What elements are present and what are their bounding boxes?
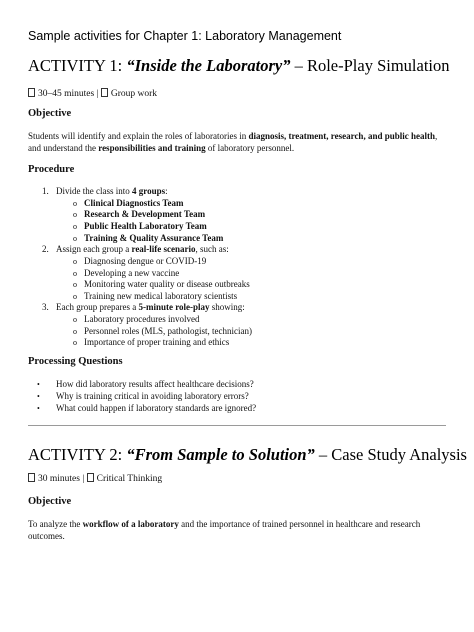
step-text-part: :: [165, 186, 168, 196]
step-text-part: Divide the class into: [56, 186, 132, 196]
missing-glyph-icon: [87, 473, 94, 482]
sub-item-text: Personnel roles (MLS, pathologist, technician): [84, 325, 252, 336]
step-text-part: Assign each group a: [56, 244, 132, 255]
objective-bold-part: responsibilities and training: [98, 143, 206, 153]
activity-1-meta: [28, 88, 157, 99]
sub-item-text: Public Health Laboratory Team: [84, 221, 207, 231]
sub-item-text: Training new medical laboratory scientists: [84, 290, 238, 301]
activity-2-objective-heading: Objective: [28, 496, 72, 507]
objective-text-part: Students will identify and explain the roles of laboratories in: [28, 131, 249, 141]
activity-1-title-italic: “Inside the Laboratory”: [126, 56, 291, 75]
missing-glyph-icon: [28, 88, 35, 97]
sub-item-text: Research & Development Team: [84, 209, 206, 220]
sub-bullet-icon: o: [73, 280, 77, 290]
objective-text-part: and the importance of trained personnel in healthcare and research outcomes.: [28, 519, 421, 541]
activity-1-procedure-heading: Procedure: [28, 164, 75, 175]
step-bold-part: 5-minute role-play: [138, 302, 210, 313]
step-text-part: , such as:: [195, 244, 229, 255]
question-text: How did laboratory results affect healthcare decisions?: [56, 379, 254, 389]
sub-item-text: Diagnosing dengue or COVID-19: [84, 256, 207, 266]
sub-bullet-icon: o: [73, 326, 77, 336]
objective-text-part: , and understand the: [28, 131, 438, 153]
activity-2-time: 30 minutes |: [38, 474, 87, 484]
sub-item-text: Clinical Diagnostics Team: [84, 197, 184, 208]
step-text: [56, 186, 168, 198]
bullet-icon: •: [37, 391, 40, 401]
sub-item-text: Monitoring water quality or disease outbreaks: [84, 279, 250, 290]
sub-item-text: Developing a new vaccine: [84, 267, 180, 278]
step-text: [56, 302, 245, 314]
step-number: 3.: [42, 302, 49, 313]
activity-1-time: 30–45 minutes |: [38, 89, 101, 99]
objective-text-part: of laboratory personnel.: [205, 143, 295, 153]
sub-bullet-icon: o: [73, 291, 77, 301]
step-number: 2.: [42, 244, 49, 255]
sub-bullet-icon: o: [73, 315, 77, 325]
question-text: What could happen if laboratory standards are ignored?: [56, 402, 257, 413]
sub-bullet-icon: o: [73, 222, 77, 231]
sub-bullet-icon: o: [73, 268, 77, 278]
objective-bold-part: workflow of a laboratory: [82, 519, 179, 529]
activity-2-title: [28, 445, 467, 465]
sub-bullet-icon: o: [73, 198, 77, 208]
objective-text-part: To analyze the: [28, 519, 83, 529]
sub-bullet-icon: o: [73, 257, 77, 266]
section-divider: [28, 425, 446, 426]
activity-1-title-prefix: ACTIVITY 1:: [28, 56, 127, 75]
bullet-icon: •: [37, 403, 40, 413]
question-text: Why is training critical in avoiding laboratory errors?: [56, 390, 249, 401]
step-text: [56, 244, 229, 256]
sub-item-text: Importance of proper training and ethics: [84, 337, 230, 348]
sub-bullet-icon: o: [73, 338, 77, 348]
bullet-icon: •: [37, 380, 40, 389]
step-number: 1.: [42, 186, 49, 196]
activity-2-title-suffix: – Case Study Analysis: [314, 445, 467, 464]
missing-glyph-icon: [28, 473, 35, 482]
activity-2-title-italic: “From Sample to Solution”: [126, 445, 315, 464]
sub-item-text: Training & Quality Assurance Team: [84, 232, 224, 243]
step-bold-part: real-life scenario: [131, 244, 196, 255]
activity-2-title-prefix: ACTIVITY 2:: [28, 445, 127, 464]
activity-1-objective-heading: Objective: [28, 108, 72, 119]
activity-1-mode: Group work: [110, 89, 158, 99]
activity-2-objective-text: [28, 518, 448, 542]
activity-2-mode: Critical Thinking: [96, 474, 163, 484]
activity-2-meta: [28, 473, 162, 484]
activity-1-processing-heading: Processing Questions: [28, 356, 123, 367]
step-text-part: Each group prepares a: [56, 302, 139, 313]
objective-bold-part: diagnosis, treatment, research, and public health: [248, 131, 435, 141]
activity-1-title-suffix: – Role-Play Simulation: [290, 56, 450, 75]
sub-item-text: Laboratory procedures involved: [84, 314, 200, 325]
step-bold-part: 4 groups: [132, 186, 166, 196]
activity-1-title: [28, 56, 450, 76]
missing-glyph-icon: [101, 88, 108, 97]
step-text-part: showing:: [209, 302, 245, 313]
sub-bullet-icon: o: [73, 233, 77, 243]
activity-1-objective-text: [28, 130, 448, 154]
sub-bullet-icon: o: [73, 210, 77, 220]
document-title: Sample activities for Chapter 1: Laboratory Management: [28, 29, 342, 43]
